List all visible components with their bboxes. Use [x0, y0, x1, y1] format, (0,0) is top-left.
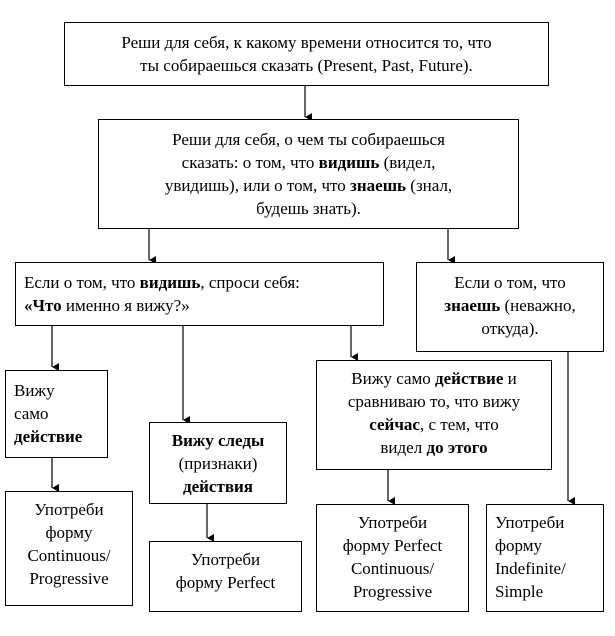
bold-text: сейчас	[369, 415, 420, 434]
node-text-line	[495, 580, 603, 603]
bold-text: действие	[435, 369, 504, 388]
node-text-line	[495, 511, 603, 534]
bold-text: до этого	[426, 438, 488, 457]
text: ты собираешься сказать (Present, Past, Future).	[140, 56, 473, 75]
node-text-line	[99, 151, 518, 174]
bold-text: знаешь	[350, 176, 407, 195]
text: видел	[380, 438, 427, 457]
node-text-line	[317, 534, 468, 557]
node-text-line	[317, 580, 468, 603]
node-text-line	[317, 413, 551, 436]
text: откуда).	[481, 319, 539, 338]
text: Continuous/	[350, 559, 435, 578]
text: Вижу	[14, 381, 55, 400]
node-text-line	[99, 128, 518, 151]
node-text-line	[317, 557, 468, 580]
node-if-see	[15, 262, 384, 326]
node-use-perfect	[149, 541, 302, 612]
text: форму Perfect	[342, 536, 443, 555]
text: (видел,	[379, 153, 436, 172]
text: Indefinite/	[495, 559, 566, 578]
text: Progressive	[352, 582, 433, 601]
text: сравниваю то, что вижу	[347, 392, 521, 411]
node-text-line	[417, 271, 603, 294]
text: Употреби	[357, 513, 428, 532]
bold-text: Вижу следы	[171, 431, 265, 450]
text: , с тем, что	[419, 415, 499, 434]
node-text-line	[6, 498, 132, 521]
node-see-traces	[149, 422, 287, 504]
text: (признаки)	[178, 454, 258, 473]
node-text-line	[14, 402, 107, 425]
text: , спроси себя:	[200, 273, 300, 292]
node-text-line	[6, 521, 132, 544]
node-use-indefinite	[486, 504, 604, 612]
text: сказать: о том, что	[181, 153, 319, 172]
text: само	[14, 404, 49, 423]
node-use-perfect-continuous	[316, 504, 469, 612]
bold-text: знаешь	[444, 296, 501, 315]
bold-text: видишь	[139, 273, 201, 292]
node-text-line	[417, 294, 603, 317]
node-text-line	[14, 425, 107, 448]
bold-text: действие	[14, 427, 83, 446]
node-tense	[64, 22, 549, 86]
node-text-line	[495, 557, 603, 580]
node-text-line	[317, 436, 551, 459]
node-text-line	[150, 452, 286, 475]
node-if-know	[416, 262, 604, 352]
text: будешь знать).	[256, 199, 361, 218]
text: Реши для себя, о чем ты собираешься	[172, 130, 445, 149]
text: Continuous/	[27, 546, 111, 565]
text: форму Perfect	[175, 573, 276, 592]
text: Употреби	[495, 513, 565, 532]
node-text-line	[317, 511, 468, 534]
node-see-action	[5, 370, 108, 458]
text: Реши для себя, к какому времени относится то, что	[121, 33, 492, 52]
text: (неважно,	[500, 296, 576, 315]
text: Если о том, что	[24, 273, 140, 292]
node-text-line	[417, 317, 603, 340]
text: (знал,	[406, 176, 453, 195]
node-text-line	[24, 294, 383, 317]
node-text-line	[99, 174, 518, 197]
node-text-line	[150, 475, 286, 498]
text: Употреби	[34, 500, 104, 519]
node-text-line	[99, 197, 518, 220]
text: увидишь), или о том, что	[164, 176, 351, 195]
text: именно я вижу?»	[61, 296, 190, 315]
node-text-line	[495, 534, 603, 557]
node-text-line	[150, 429, 286, 452]
node-text-line	[24, 271, 383, 294]
node-text-line	[317, 390, 551, 413]
node-text-line	[150, 548, 301, 571]
text: форму	[495, 536, 543, 555]
text: и	[503, 369, 517, 388]
node-text-line	[317, 367, 551, 390]
node-text-line	[65, 54, 548, 77]
text: Simple	[495, 582, 544, 601]
node-text-line	[14, 379, 107, 402]
text: Вижу само	[351, 369, 436, 388]
text: Употреби	[190, 550, 261, 569]
bold-text: видишь	[318, 153, 380, 172]
bold-text: «Что	[24, 296, 62, 315]
node-see-or-know	[98, 119, 519, 229]
text: Если о том, что	[454, 273, 566, 292]
node-see-action-compare	[316, 360, 552, 470]
node-text-line	[6, 567, 132, 590]
node-text-line	[65, 31, 548, 54]
node-use-continuous	[5, 491, 133, 606]
bold-text: действия	[182, 477, 253, 496]
node-text-line	[6, 544, 132, 567]
text: форму	[45, 523, 93, 542]
node-text-line	[150, 571, 301, 594]
text: Progressive	[29, 569, 109, 588]
